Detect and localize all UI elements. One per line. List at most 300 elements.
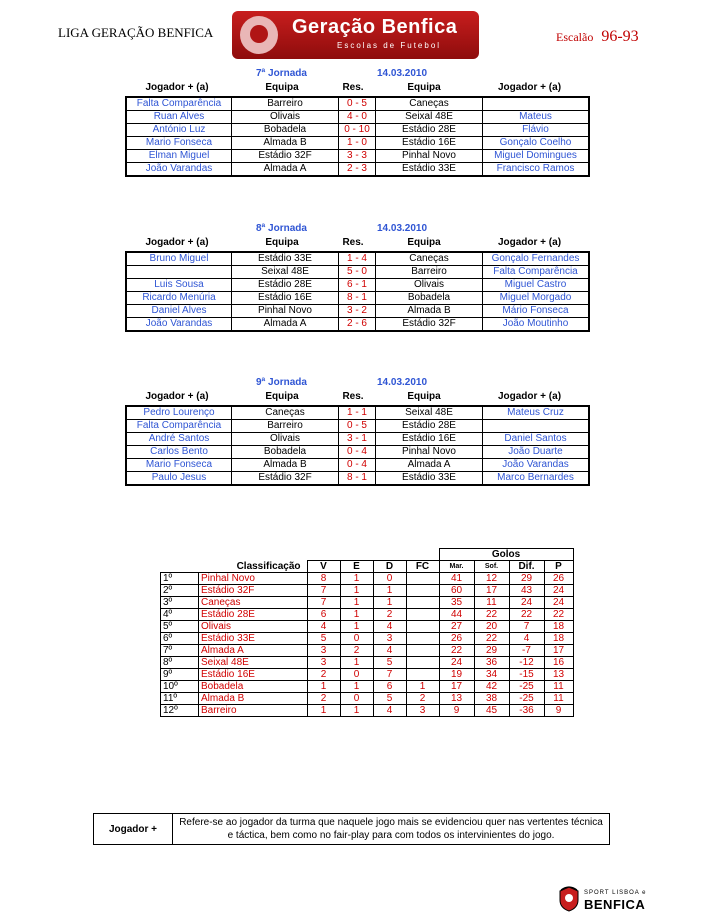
fc bbox=[406, 657, 439, 669]
points: 13 bbox=[544, 669, 573, 681]
goals-conceded: 36 bbox=[474, 657, 509, 669]
goals-conceded: 42 bbox=[474, 681, 509, 693]
home-team: Olivais bbox=[232, 433, 339, 446]
points: 24 bbox=[544, 585, 573, 597]
jornada-date: 14.03.2010 bbox=[377, 223, 428, 234]
goals-conceded: 17 bbox=[474, 585, 509, 597]
away-player: Mário Fonseca bbox=[483, 305, 590, 318]
games-table bbox=[125, 96, 590, 177]
wins: 7 bbox=[307, 585, 340, 597]
home-team: Almada A bbox=[232, 318, 339, 332]
col-d: D bbox=[373, 561, 406, 573]
points: 11 bbox=[544, 681, 573, 693]
points: 18 bbox=[544, 621, 573, 633]
col-mar: Mar. bbox=[439, 561, 474, 573]
escalao-label: Escalão bbox=[556, 30, 594, 44]
goals-conceded: 22 bbox=[474, 633, 509, 645]
draws: 0 bbox=[340, 633, 373, 645]
classification-row bbox=[161, 573, 602, 585]
team-name: Almada B bbox=[199, 693, 308, 705]
goals-scored: 41 bbox=[439, 573, 474, 585]
away-player bbox=[483, 420, 590, 433]
result: 8 - 1 bbox=[339, 472, 376, 486]
fc bbox=[406, 597, 439, 609]
goal-diff: -36 bbox=[509, 705, 544, 717]
goal-diff: -15 bbox=[509, 669, 544, 681]
away-player: Flávio bbox=[483, 124, 590, 137]
home-player: Ricardo Menúria bbox=[126, 292, 232, 305]
eagle-logo-icon bbox=[240, 16, 278, 54]
fc bbox=[406, 621, 439, 633]
draws: 2 bbox=[340, 645, 373, 657]
points: 18 bbox=[544, 633, 573, 645]
home-player: João Varandas bbox=[126, 163, 232, 177]
fc: 2 bbox=[406, 693, 439, 705]
fc: 1 bbox=[406, 681, 439, 693]
draws: 1 bbox=[340, 657, 373, 669]
team-name: Olivais bbox=[199, 621, 308, 633]
home-team: Bobadela bbox=[232, 124, 339, 137]
away-team: Seixal 48E bbox=[376, 406, 483, 420]
result: 0 - 10 bbox=[339, 124, 376, 137]
col-p: P bbox=[544, 561, 573, 573]
team-name: Barreiro bbox=[199, 705, 308, 717]
away-team: Estádio 33E bbox=[376, 163, 483, 177]
result: 6 - 1 bbox=[339, 279, 376, 292]
team-name: Estádio 32F bbox=[199, 585, 308, 597]
col-e: E bbox=[340, 561, 373, 573]
jornada-name: 9ª Jornada bbox=[256, 377, 307, 388]
losses: 6 bbox=[373, 681, 406, 693]
losses: 4 bbox=[373, 705, 406, 717]
jornada-name: 8ª Jornada bbox=[256, 223, 307, 234]
home-player: Falta Comparência bbox=[126, 97, 232, 111]
result: 0 - 4 bbox=[339, 459, 376, 472]
escalao bbox=[556, 28, 639, 46]
position: 6º bbox=[161, 633, 199, 645]
goals-scored: 22 bbox=[439, 645, 474, 657]
home-player: Luis Sousa bbox=[126, 279, 232, 292]
classification-row bbox=[161, 669, 602, 681]
note-text: Refere-se ao jogador da turma que naquele jogo mais se evidenciou quer nas vertentes técnica e táctica, bem como no fair-play para com todos os intervinientes do jogo. bbox=[173, 814, 610, 845]
losses: 4 bbox=[373, 645, 406, 657]
draws: 1 bbox=[340, 573, 373, 585]
away-player: Gonçalo Fernandes bbox=[483, 252, 590, 266]
losses: 4 bbox=[373, 621, 406, 633]
away-team: Caneças bbox=[376, 97, 483, 111]
classification-body bbox=[161, 573, 602, 717]
home-team: Barreiro bbox=[232, 97, 339, 111]
games-table bbox=[125, 251, 590, 332]
col-sof: Sof. bbox=[474, 561, 509, 573]
game-row bbox=[126, 318, 589, 332]
home-player: António Luz bbox=[126, 124, 232, 137]
wins: 2 bbox=[307, 693, 340, 705]
goals-scored: 19 bbox=[439, 669, 474, 681]
goal-diff: 7 bbox=[509, 621, 544, 633]
goals-conceded: 38 bbox=[474, 693, 509, 705]
position: 9º bbox=[161, 669, 199, 681]
jornada-block bbox=[125, 223, 582, 332]
wins: 3 bbox=[307, 645, 340, 657]
home-team: Estádio 28E bbox=[232, 279, 339, 292]
col-dif: Dif. bbox=[509, 561, 544, 573]
game-row bbox=[126, 406, 589, 420]
column-header: Jogador + (a) bbox=[145, 391, 209, 402]
game-row bbox=[126, 124, 589, 137]
draws: 1 bbox=[340, 705, 373, 717]
away-player: Daniel Santos bbox=[483, 433, 590, 446]
game-row bbox=[126, 150, 589, 163]
column-headers bbox=[125, 82, 582, 96]
league-title: LIGA GERAÇÃO BENFICA bbox=[58, 25, 214, 40]
result: 1 - 0 bbox=[339, 137, 376, 150]
note-table bbox=[93, 813, 610, 845]
classification-row bbox=[161, 633, 602, 645]
result: 1 - 1 bbox=[339, 406, 376, 420]
home-player: Falta Comparência bbox=[126, 420, 232, 433]
draws: 1 bbox=[340, 609, 373, 621]
classification-row bbox=[161, 585, 602, 597]
away-team: Almada A bbox=[376, 459, 483, 472]
away-team: Bobadela bbox=[376, 292, 483, 305]
away-team: Caneças bbox=[376, 252, 483, 266]
points: 26 bbox=[544, 573, 573, 585]
column-header: Res. bbox=[342, 237, 364, 248]
away-team: Pinhal Novo bbox=[376, 150, 483, 163]
position: 10º bbox=[161, 681, 199, 693]
draws: 0 bbox=[340, 669, 373, 681]
result: 0 - 4 bbox=[339, 446, 376, 459]
classification-title: Classificação bbox=[236, 560, 301, 572]
wins: 2 bbox=[307, 669, 340, 681]
jornada-name: 7ª Jornada bbox=[256, 68, 307, 79]
benfica-footer-logo bbox=[558, 884, 650, 914]
banner-subtitle: Escolas de Futebol bbox=[337, 41, 442, 50]
position: 3º bbox=[161, 597, 199, 609]
game-row bbox=[126, 420, 589, 433]
jornada-header bbox=[125, 223, 582, 237]
goals-scored: 27 bbox=[439, 621, 474, 633]
home-player: João Varandas bbox=[126, 318, 232, 332]
home-team: Caneças bbox=[232, 406, 339, 420]
home-team: Pinhal Novo bbox=[232, 305, 339, 318]
team-name: Bobadela bbox=[199, 681, 308, 693]
draws: 1 bbox=[340, 585, 373, 597]
home-team: Estádio 16E bbox=[232, 292, 339, 305]
away-player: Miguel Castro bbox=[483, 279, 590, 292]
result: 0 - 5 bbox=[339, 97, 376, 111]
goal-diff: 43 bbox=[509, 585, 544, 597]
team-name: Pinhal Novo bbox=[199, 573, 308, 585]
result: 3 - 2 bbox=[339, 305, 376, 318]
losses: 1 bbox=[373, 585, 406, 597]
goals-conceded: 12 bbox=[474, 573, 509, 585]
wins: 7 bbox=[307, 597, 340, 609]
points: 11 bbox=[544, 693, 573, 705]
home-team: Estádio 32F bbox=[232, 472, 339, 486]
position: 5º bbox=[161, 621, 199, 633]
column-headers bbox=[125, 237, 582, 251]
away-player: Mateus bbox=[483, 111, 590, 124]
game-row bbox=[126, 163, 589, 177]
result: 1 - 4 bbox=[339, 252, 376, 266]
draws: 1 bbox=[340, 621, 373, 633]
wins: 8 bbox=[307, 573, 340, 585]
escalao-value: 96-93 bbox=[601, 28, 639, 45]
away-player: Miguel Domingues bbox=[483, 150, 590, 163]
points: 17 bbox=[544, 645, 573, 657]
game-row bbox=[126, 97, 589, 111]
goal-diff: -25 bbox=[509, 681, 544, 693]
away-player: Gonçalo Coelho bbox=[483, 137, 590, 150]
goal-diff: 24 bbox=[509, 597, 544, 609]
away-team: Estádio 28E bbox=[376, 124, 483, 137]
classification-row bbox=[161, 657, 602, 669]
jornada-date: 14.03.2010 bbox=[377, 377, 428, 388]
goal-diff: -7 bbox=[509, 645, 544, 657]
position: 2º bbox=[161, 585, 199, 597]
away-player: João Duarte bbox=[483, 446, 590, 459]
home-player: Paulo Jesus bbox=[126, 472, 232, 486]
jornada-header bbox=[125, 377, 582, 391]
game-row bbox=[126, 292, 589, 305]
game-row bbox=[126, 111, 589, 124]
wins: 1 bbox=[307, 705, 340, 717]
column-header: Jogador + (a) bbox=[145, 237, 209, 248]
home-player: Elman Miguel bbox=[126, 150, 232, 163]
classification-row bbox=[161, 705, 602, 717]
away-player: Marco Bernardes bbox=[483, 472, 590, 486]
game-row bbox=[126, 279, 589, 292]
result: 3 - 1 bbox=[339, 433, 376, 446]
away-team: Almada B bbox=[376, 305, 483, 318]
away-team: Olivais bbox=[376, 279, 483, 292]
goals-conceded: 22 bbox=[474, 609, 509, 621]
away-player: Miguel Morgado bbox=[483, 292, 590, 305]
position: 4º bbox=[161, 609, 199, 621]
classification-row bbox=[161, 621, 602, 633]
result: 2 - 6 bbox=[339, 318, 376, 332]
column-header: Jogador + (a) bbox=[497, 237, 562, 248]
home-player: Bruno Miguel bbox=[126, 252, 232, 266]
classification-row bbox=[161, 681, 602, 693]
result: 5 - 0 bbox=[339, 266, 376, 279]
team-name: Estádio 28E bbox=[199, 609, 308, 621]
game-row bbox=[126, 266, 589, 279]
team-name: Estádio 33E bbox=[199, 633, 308, 645]
goals-scored: 24 bbox=[439, 657, 474, 669]
away-team: Estádio 16E bbox=[376, 433, 483, 446]
position: 12º bbox=[161, 705, 199, 717]
goals-conceded: 34 bbox=[474, 669, 509, 681]
goal-diff: 22 bbox=[509, 609, 544, 621]
result: 3 - 3 bbox=[339, 150, 376, 163]
wins: 1 bbox=[307, 681, 340, 693]
team-name: Caneças bbox=[199, 597, 308, 609]
goals-scored: 17 bbox=[439, 681, 474, 693]
column-header: Equipa bbox=[407, 391, 441, 402]
losses: 5 bbox=[373, 693, 406, 705]
away-team: Pinhal Novo bbox=[376, 446, 483, 459]
home-team: Seixal 48E bbox=[232, 266, 339, 279]
points: 22 bbox=[544, 609, 573, 621]
home-team: Estádio 33E bbox=[232, 252, 339, 266]
wins: 3 bbox=[307, 657, 340, 669]
footer-brand: BENFICA bbox=[584, 897, 646, 912]
games-table bbox=[125, 405, 590, 486]
game-row bbox=[126, 252, 589, 266]
game-row bbox=[126, 459, 589, 472]
banner-title: Geração Benfica bbox=[292, 16, 458, 38]
geracao-benfica-banner bbox=[232, 11, 479, 59]
home-team: Olivais bbox=[232, 111, 339, 124]
team-name: Estádio 16E bbox=[199, 669, 308, 681]
column-header: Jogador + (a) bbox=[497, 82, 562, 93]
note-label: Jogador + bbox=[94, 814, 173, 845]
benfica-crest-icon bbox=[558, 886, 580, 912]
col-v: V bbox=[307, 561, 340, 573]
away-team: Estádio 32F bbox=[376, 318, 483, 332]
home-player: Daniel Alves bbox=[126, 305, 232, 318]
losses: 7 bbox=[373, 669, 406, 681]
away-player: João Moutinho bbox=[483, 318, 590, 332]
goals-conceded: 11 bbox=[474, 597, 509, 609]
losses: 5 bbox=[373, 657, 406, 669]
goal-diff: -12 bbox=[509, 657, 544, 669]
position: 11º bbox=[161, 693, 199, 705]
draws: 0 bbox=[340, 693, 373, 705]
draws: 1 bbox=[340, 681, 373, 693]
position: 7º bbox=[161, 645, 199, 657]
away-team: Estádio 16E bbox=[376, 137, 483, 150]
team-name: Seixal 48E bbox=[199, 657, 308, 669]
goals-scored: 26 bbox=[439, 633, 474, 645]
home-player: Mario Fonseca bbox=[126, 459, 232, 472]
home-team: Barreiro bbox=[232, 420, 339, 433]
points: 16 bbox=[544, 657, 573, 669]
fc bbox=[406, 669, 439, 681]
draws: 1 bbox=[340, 597, 373, 609]
column-header: Equipa bbox=[407, 82, 441, 93]
goals-scored: 13 bbox=[439, 693, 474, 705]
classification-table bbox=[160, 548, 602, 717]
column-header: Res. bbox=[342, 391, 364, 402]
column-header: Jogador + (a) bbox=[145, 82, 209, 93]
footer-small-text: SPORT LISBOA e bbox=[584, 890, 647, 896]
fc bbox=[406, 585, 439, 597]
home-player: Mario Fonseca bbox=[126, 137, 232, 150]
column-headers bbox=[125, 391, 582, 405]
away-player: Mateus Cruz bbox=[483, 406, 590, 420]
goals-scored: 9 bbox=[439, 705, 474, 717]
home-team: Almada A bbox=[232, 163, 339, 177]
goals-conceded: 20 bbox=[474, 621, 509, 633]
fc bbox=[406, 645, 439, 657]
column-header: Jogador + (a) bbox=[497, 391, 562, 402]
home-player: André Santos bbox=[126, 433, 232, 446]
home-team: Almada B bbox=[232, 459, 339, 472]
position: 8º bbox=[161, 657, 199, 669]
column-header: Res. bbox=[342, 82, 364, 93]
away-team: Seixal 48E bbox=[376, 111, 483, 124]
fc bbox=[406, 609, 439, 621]
golos-header: Golos bbox=[439, 549, 573, 561]
away-player: João Varandas bbox=[483, 459, 590, 472]
goals-conceded: 45 bbox=[474, 705, 509, 717]
away-team: Estádio 33E bbox=[376, 472, 483, 486]
losses: 1 bbox=[373, 597, 406, 609]
fc bbox=[406, 633, 439, 645]
goals-scored: 35 bbox=[439, 597, 474, 609]
away-team: Estádio 28E bbox=[376, 420, 483, 433]
column-header: Equipa bbox=[265, 237, 299, 248]
away-team: Barreiro bbox=[376, 266, 483, 279]
game-row bbox=[126, 472, 589, 486]
away-player bbox=[483, 97, 590, 111]
home-player: Carlos Bento bbox=[126, 446, 232, 459]
away-player: Falta Comparência bbox=[483, 266, 590, 279]
result: 4 - 0 bbox=[339, 111, 376, 124]
column-header: Equipa bbox=[407, 237, 441, 248]
goals-scored: 60 bbox=[439, 585, 474, 597]
position: 1º bbox=[161, 573, 199, 585]
jornada-block bbox=[125, 377, 582, 486]
losses: 3 bbox=[373, 633, 406, 645]
points: 24 bbox=[544, 597, 573, 609]
home-player bbox=[126, 266, 232, 279]
result: 8 - 1 bbox=[339, 292, 376, 305]
jornada-block bbox=[125, 68, 582, 177]
col-fc: FC bbox=[406, 561, 439, 573]
home-player: Pedro Lourenço bbox=[126, 406, 232, 420]
team-name: Almada A bbox=[199, 645, 308, 657]
column-header: Equipa bbox=[265, 391, 299, 402]
home-team: Almada B bbox=[232, 137, 339, 150]
classification-table-wrap bbox=[160, 548, 602, 717]
home-team: Estádio 32F bbox=[232, 150, 339, 163]
points: 9 bbox=[544, 705, 573, 717]
classification-row bbox=[161, 693, 602, 705]
losses: 0 bbox=[373, 573, 406, 585]
result: 2 - 3 bbox=[339, 163, 376, 177]
classification-row bbox=[161, 597, 602, 609]
home-team: Bobadela bbox=[232, 446, 339, 459]
jornada-date: 14.03.2010 bbox=[377, 68, 428, 79]
goal-diff: 4 bbox=[509, 633, 544, 645]
classification-row bbox=[161, 645, 602, 657]
goal-diff: -25 bbox=[509, 693, 544, 705]
classification-row bbox=[161, 609, 602, 621]
goal-diff: 29 bbox=[509, 573, 544, 585]
fc: 3 bbox=[406, 705, 439, 717]
game-row bbox=[126, 433, 589, 446]
game-row bbox=[126, 446, 589, 459]
column-header: Equipa bbox=[265, 82, 299, 93]
losses: 2 bbox=[373, 609, 406, 621]
home-player: Ruan Alves bbox=[126, 111, 232, 124]
result: 0 - 5 bbox=[339, 420, 376, 433]
wins: 6 bbox=[307, 609, 340, 621]
wins: 5 bbox=[307, 633, 340, 645]
fc bbox=[406, 573, 439, 585]
game-row bbox=[126, 305, 589, 318]
goals-conceded: 29 bbox=[474, 645, 509, 657]
jornada-header bbox=[125, 68, 582, 82]
goals-scored: 44 bbox=[439, 609, 474, 621]
game-row bbox=[126, 137, 589, 150]
wins: 4 bbox=[307, 621, 340, 633]
